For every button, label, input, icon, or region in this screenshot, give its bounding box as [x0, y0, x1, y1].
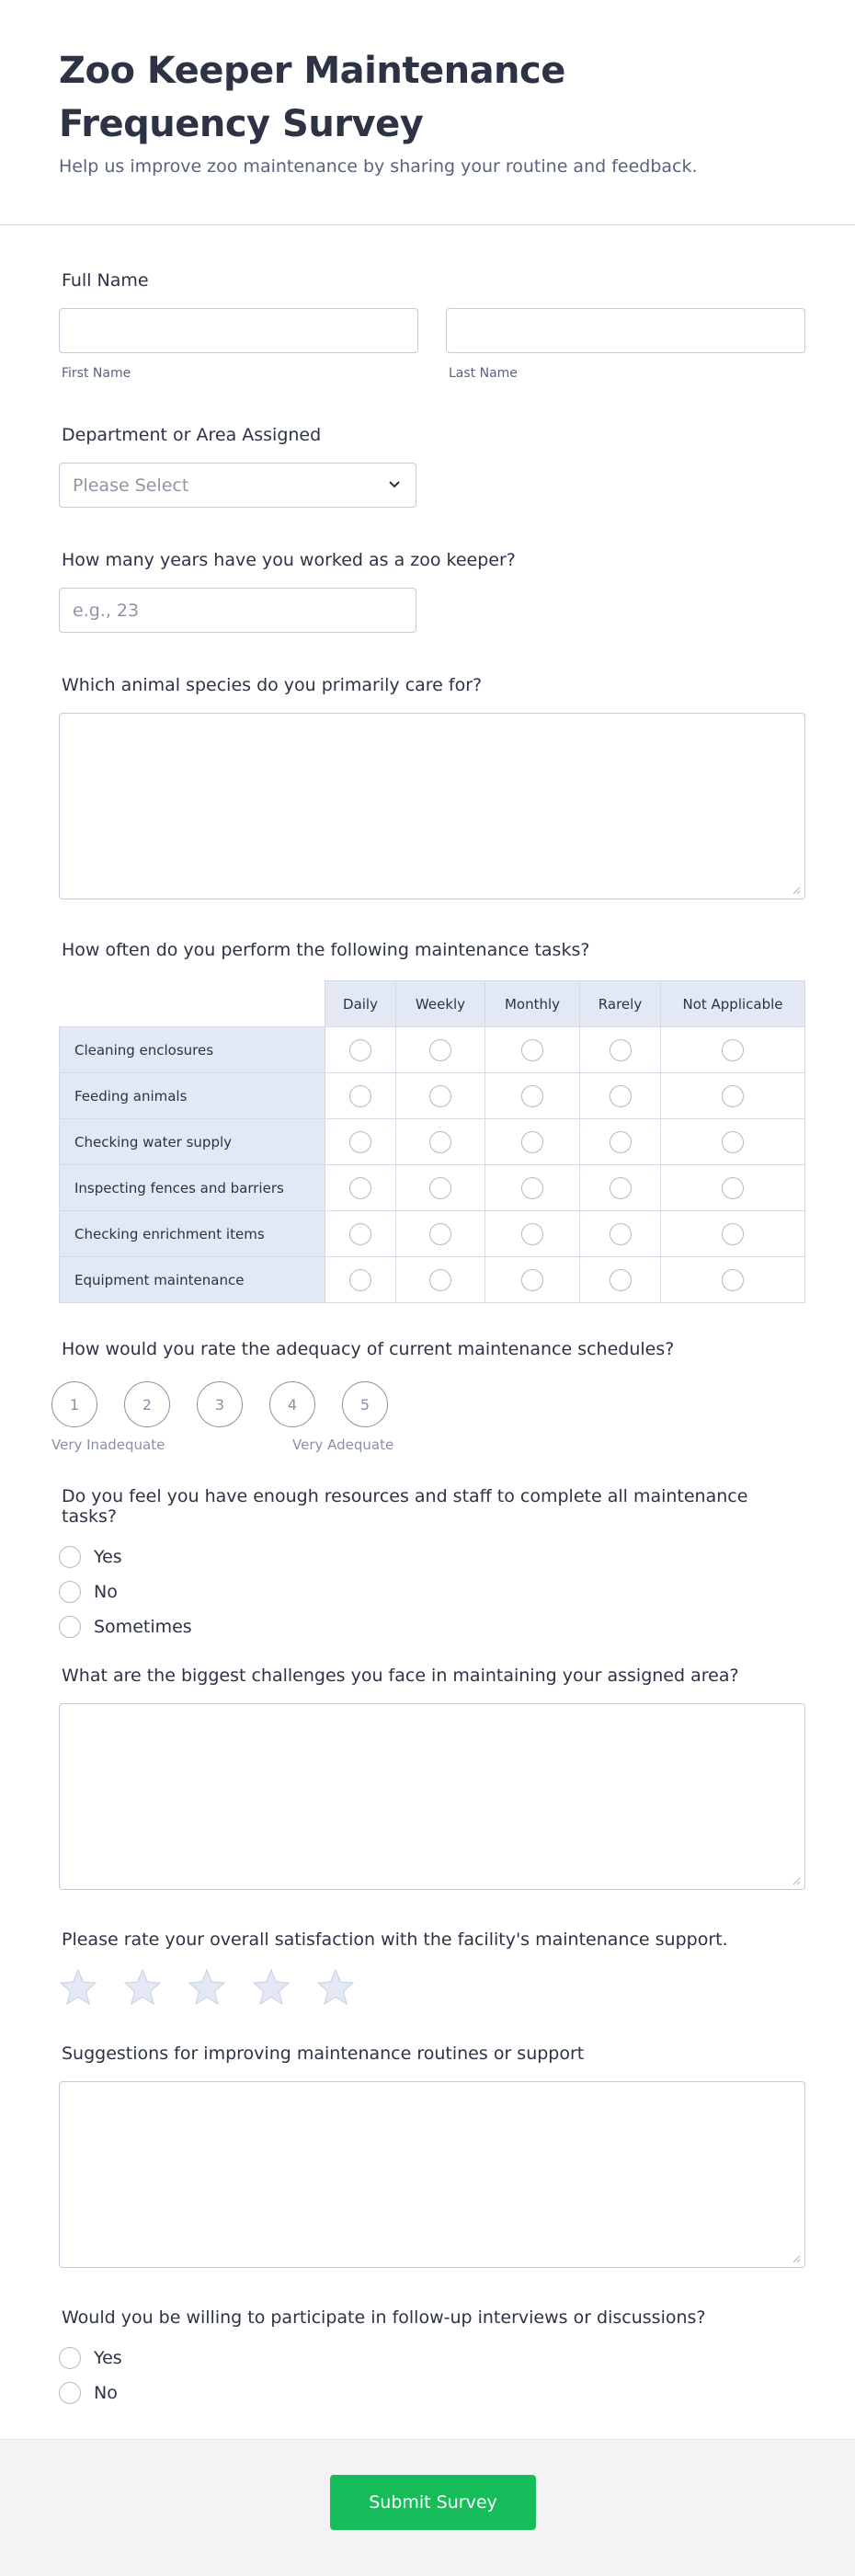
adequacy-label: How would you rate the adequacy of current maintenance schedules?: [62, 1339, 675, 1359]
radio-button[interactable]: [59, 1616, 81, 1638]
matrix-col-rarely: Rarely: [580, 981, 661, 1027]
scale-high-label: Very Adequate: [292, 1437, 394, 1453]
radio-button[interactable]: [59, 1581, 81, 1603]
matrix-radio[interactable]: [429, 1085, 451, 1107]
matrix-row-label: Checking water supply: [60, 1119, 325, 1165]
radio-label: Yes: [94, 2348, 122, 2368]
challenges-textarea[interactable]: [59, 1703, 805, 1890]
matrix-row-label: Inspecting fences and barriers: [60, 1165, 325, 1211]
matrix-radio[interactable]: [521, 1085, 543, 1107]
matrix-col-monthly: Monthly: [485, 981, 580, 1027]
matrix-corner: [60, 981, 325, 1027]
radio-button[interactable]: [59, 2347, 81, 2369]
matrix-radio[interactable]: [349, 1177, 371, 1199]
maintenance-matrix-question: [59, 940, 805, 1303]
matrix-col-weekly: Weekly: [396, 981, 485, 1027]
species-label: Which animal species do you primarily care for?: [62, 675, 483, 695]
radio-label: No: [94, 2383, 118, 2403]
matrix-row: [60, 1027, 805, 1073]
matrix-label: How often do you perform the following maintenance tasks?: [62, 940, 590, 960]
scale-option-3[interactable]: 3: [197, 1381, 243, 1427]
maintenance-matrix: [59, 980, 805, 1303]
matrix-radio[interactable]: [521, 1039, 543, 1061]
first-name-input[interactable]: [59, 308, 418, 353]
matrix-radio[interactable]: [610, 1269, 632, 1291]
suggestions-label: Suggestions for improving maintenance routines or support: [62, 2044, 585, 2064]
adequacy-scale: [51, 1381, 805, 1427]
full-name-question: [59, 270, 805, 381]
species-textarea[interactable]: [59, 713, 805, 899]
species-question: [59, 675, 805, 899]
matrix-radio[interactable]: [722, 1269, 744, 1291]
resources-label: Do you feel you have enough resources and staff to complete all maintenance tasks?: [62, 1486, 748, 1527]
resources-option-yes[interactable]: [59, 1540, 805, 1574]
satisfaction-label: Please rate your overall satisfaction with the facility's maintenance support.: [62, 1929, 728, 1950]
page-title: Zoo Keeper Maintenance Frequency Survey: [59, 50, 565, 145]
scale-option-5[interactable]: 5: [342, 1381, 388, 1427]
matrix-radio[interactable]: [521, 1223, 543, 1245]
matrix-radio[interactable]: [722, 1131, 744, 1153]
matrix-radio[interactable]: [349, 1039, 371, 1061]
last-name-input[interactable]: [446, 308, 805, 353]
department-select-value: Please Select: [59, 463, 416, 508]
matrix-row-label: Checking enrichment items: [60, 1211, 325, 1257]
radio-label: No: [94, 1582, 118, 1602]
followup-option-yes[interactable]: [59, 2341, 805, 2376]
matrix-radio[interactable]: [610, 1223, 632, 1245]
matrix-row: [60, 1257, 805, 1303]
scale-option-1[interactable]: 1: [51, 1381, 97, 1427]
radio-label: Sometimes: [94, 1617, 192, 1637]
resources-option-sometimes[interactable]: [59, 1609, 805, 1644]
star-icon[interactable]: [252, 1968, 291, 2007]
submit-button[interactable]: Submit Survey: [330, 2475, 536, 2530]
challenges-label: What are the biggest challenges you face in maintaining your assigned area?: [62, 1666, 739, 1686]
matrix-radio[interactable]: [722, 1039, 744, 1061]
matrix-radio[interactable]: [610, 1131, 632, 1153]
matrix-radio[interactable]: [429, 1223, 451, 1245]
radio-button[interactable]: [59, 2382, 81, 2404]
matrix-radio[interactable]: [349, 1085, 371, 1107]
chevron-down-icon: [385, 475, 404, 493]
matrix-radio[interactable]: [610, 1085, 632, 1107]
matrix-radio[interactable]: [429, 1039, 451, 1061]
matrix-radio[interactable]: [349, 1269, 371, 1291]
scale-option-2[interactable]: 2: [124, 1381, 170, 1427]
star-rating: [59, 1968, 805, 2007]
matrix-col-not-applicable: Not Applicable: [661, 981, 805, 1027]
resources-option-no[interactable]: [59, 1574, 805, 1609]
matrix-radio[interactable]: [429, 1269, 451, 1291]
scale-low-label: Very Inadequate: [51, 1437, 165, 1453]
matrix-row: [60, 1073, 805, 1119]
resize-grip-icon[interactable]: [792, 2254, 801, 2263]
matrix-radio[interactable]: [429, 1177, 451, 1199]
matrix-radio[interactable]: [722, 1223, 744, 1245]
matrix-radio[interactable]: [521, 1177, 543, 1199]
resize-grip-icon[interactable]: [792, 886, 801, 895]
matrix-radio[interactable]: [521, 1269, 543, 1291]
star-icon[interactable]: [59, 1968, 97, 2007]
star-icon[interactable]: [123, 1968, 162, 2007]
form-header: [0, 0, 855, 225]
matrix-radio[interactable]: [429, 1131, 451, 1153]
matrix-row-label: Feeding animals: [60, 1073, 325, 1119]
adequacy-question: [51, 1339, 805, 1455]
matrix-radio[interactable]: [722, 1177, 744, 1199]
followup-option-no[interactable]: [59, 2376, 805, 2410]
star-icon[interactable]: [316, 1968, 355, 2007]
suggestions-textarea[interactable]: [59, 2081, 805, 2268]
satisfaction-question: [59, 1929, 805, 2007]
matrix-radio[interactable]: [610, 1039, 632, 1061]
suggestions-question: [59, 2044, 805, 2268]
first-name-sublabel: First Name: [62, 366, 131, 381]
matrix-row: [60, 1119, 805, 1165]
years-question: [59, 550, 516, 633]
matrix-radio[interactable]: [521, 1131, 543, 1153]
followup-label: Would you be willing to participate in follow-up interviews or discussions?: [62, 2307, 706, 2328]
department-question: [59, 425, 416, 508]
followup-question: [59, 2307, 805, 2410]
matrix-row: [60, 1211, 805, 1257]
radio-button[interactable]: [59, 1546, 81, 1568]
form-footer: [0, 2439, 855, 2576]
star-icon[interactable]: [188, 1968, 226, 2007]
years-input[interactable]: e.g., 23: [59, 588, 416, 633]
department-select[interactable]: [59, 463, 416, 508]
resources-question: [59, 1486, 805, 1644]
matrix-radio[interactable]: [349, 1131, 371, 1153]
department-label: Department or Area Assigned: [62, 425, 322, 445]
matrix-row-label: Equipment maintenance: [60, 1257, 325, 1303]
years-label: How many years have you worked as a zoo keeper?: [62, 550, 516, 570]
last-name-sublabel: Last Name: [449, 366, 518, 381]
scale-option-4[interactable]: 4: [269, 1381, 315, 1427]
matrix-col-daily: Daily: [325, 981, 396, 1027]
page-subtitle: Help us improve zoo maintenance by sharing your routine and feedback.: [59, 156, 698, 177]
radio-label: Yes: [94, 1547, 122, 1567]
resize-grip-icon[interactable]: [792, 1876, 801, 1885]
challenges-question: [59, 1666, 805, 1890]
matrix-row-label: Cleaning enclosures: [60, 1027, 325, 1073]
matrix-row: [60, 1165, 805, 1211]
matrix-radio[interactable]: [722, 1085, 744, 1107]
matrix-radio[interactable]: [349, 1223, 371, 1245]
matrix-radio[interactable]: [610, 1177, 632, 1199]
full-name-label: Full Name: [62, 270, 149, 291]
